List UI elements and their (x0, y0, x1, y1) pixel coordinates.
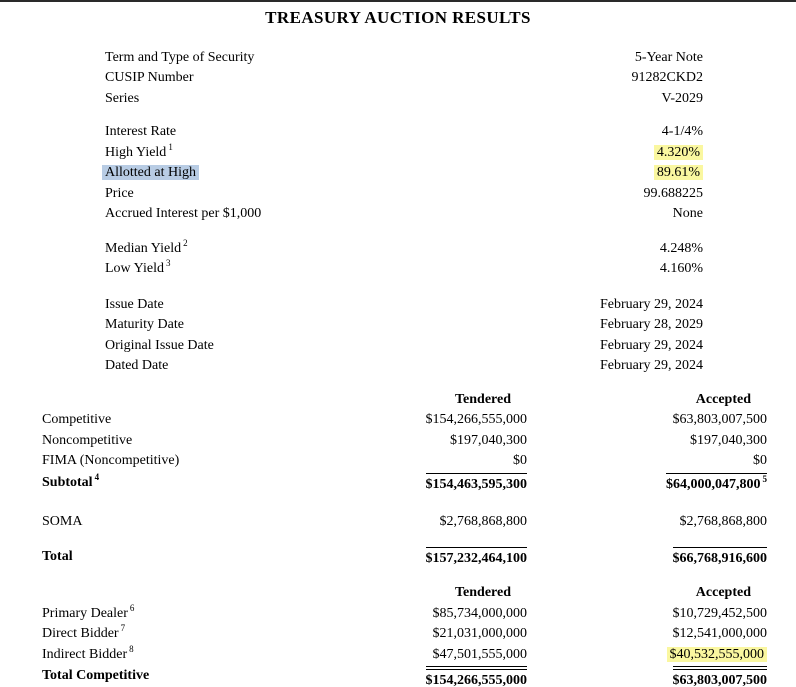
field-value: February 28, 2029 (599, 317, 703, 332)
row-allotted-at-high (105, 163, 703, 184)
field-value: 4-1/4% (661, 124, 703, 139)
row-competitive (42, 410, 767, 431)
footnote-marker: 4 (94, 471, 100, 482)
tendered-value: $197,040,300 (450, 432, 527, 448)
field-value (654, 143, 703, 164)
field-label: Accrued Interest per $1,000 (105, 206, 262, 221)
field-label: Dated Date (105, 358, 169, 373)
rates-section (0, 122, 796, 225)
field-label: Median Yield $^2$ (105, 237, 188, 256)
dates-section (0, 295, 796, 377)
row-label: Total (42, 548, 73, 564)
row-fima (42, 451, 767, 472)
field-value: None (672, 206, 703, 221)
footnote-marker: 8 (129, 643, 134, 654)
row-direct-bidder (42, 624, 767, 645)
highlighted-accepted-value: $40,532,555,000 (667, 647, 768, 662)
tendered-value: $21,031,000,000 (432, 626, 527, 641)
row-soma (42, 512, 767, 533)
table-header-row (42, 583, 767, 604)
accepted-value: $64,000,047,800 $^5$ (666, 473, 767, 496)
tendered-value: $154,266,555,000 (425, 412, 527, 427)
selected-label: Allotted at High (102, 165, 199, 180)
row-median-yield (105, 239, 703, 260)
footnote-marker: 2 (183, 237, 188, 248)
bidder-table (42, 583, 767, 687)
field-value (654, 163, 703, 184)
row-label: Subtotal $^4$ (42, 471, 100, 490)
footnote-marker: 6 (129, 602, 135, 613)
tendered-value: $85,734,000,000 (432, 605, 527, 621)
row-subtotal (42, 473, 767, 496)
field-value: 4.160% (659, 261, 703, 276)
field-label: Series (105, 90, 140, 106)
accepted-value: $12,541,000,000 (672, 626, 767, 641)
highlighted-value: 4.320% (654, 145, 703, 160)
row-total-competitive (42, 666, 767, 687)
row-interest-rate (105, 122, 703, 143)
column-header-accepted: Accepted (695, 585, 751, 600)
field-label: Original Issue Date (105, 337, 214, 353)
footnote-marker: 7 (120, 623, 126, 634)
field-value: V-2029 (661, 90, 703, 106)
accepted-value: $63,803,007,500 (673, 666, 768, 687)
field-value: 5-Year Note (634, 49, 703, 65)
field-value: February 29, 2024 (599, 337, 703, 353)
row-label: Noncompetitive (42, 432, 133, 448)
accepted-value: $66,768,916,600 (673, 547, 768, 570)
top-border-line (0, 0, 796, 2)
field-value: February 29, 2024 (599, 296, 703, 312)
row-indirect-bidder (42, 645, 767, 666)
column-header-tendered: Tendered (454, 391, 511, 407)
tendered-value: $154,266,555,000 (426, 666, 528, 687)
security-info-section (0, 48, 796, 110)
row-label: SOMA (42, 514, 83, 529)
row-price (105, 184, 703, 205)
footnote-marker: 1 (168, 141, 173, 152)
row-cusip (105, 68, 703, 89)
tendered-value: $0 (513, 453, 527, 468)
tendered-value: $47,501,555,000 (432, 646, 527, 662)
field-value: 4.248% (659, 240, 703, 256)
row-term-type (105, 48, 703, 69)
field-label: Interest Rate (105, 124, 177, 139)
tendered-value: $157,232,464,100 (426, 547, 528, 570)
field-label: Issue Date (105, 296, 164, 312)
tender-table (42, 390, 767, 570)
accepted-value: $10,729,452,500 (672, 605, 767, 621)
row-total (42, 547, 767, 570)
accepted-value: $63,803,007,500 (672, 412, 767, 427)
row-original-issue-date (105, 336, 703, 357)
row-high-yield (105, 143, 703, 164)
row-label: Competitive (42, 412, 112, 427)
field-value: 99.688225 (643, 185, 703, 201)
page-title: TREASURY AUCTION RESULTS (265, 8, 531, 27)
row-label: FIMA (Noncompetitive) (42, 453, 180, 468)
row-label: Primary Dealer $^6$ (42, 602, 135, 621)
field-label: Price (105, 185, 134, 201)
accepted-value: $0 (753, 453, 767, 468)
column-header-accepted: Accepted (695, 391, 751, 407)
field-value: February 29, 2024 (599, 358, 703, 373)
highlighted-value: 89.61% (654, 165, 703, 180)
field-label: Term and Type of Security (105, 49, 255, 65)
footnote-marker: 5 (762, 473, 767, 484)
row-series (105, 89, 703, 110)
field-label: CUSIP Number (105, 70, 194, 85)
row-label: Direct Bidder $^7$ (42, 623, 126, 641)
field-value: 91282CKD2 (631, 70, 703, 85)
row-issue-date (105, 295, 703, 316)
row-dated-date (105, 356, 703, 377)
column-header-tendered: Tendered (454, 585, 511, 600)
row-accrued-interest (105, 204, 703, 225)
row-maturity-date (105, 315, 703, 336)
tendered-value: $2,768,868,800 (439, 514, 527, 529)
yields-section (0, 239, 796, 280)
row-low-yield (105, 259, 703, 280)
table-header-row (42, 390, 767, 411)
row-label: Total Competitive (42, 668, 150, 683)
field-label: High Yield $^1$ (105, 141, 173, 160)
accepted-value: $2,768,868,800 (679, 514, 767, 529)
row-label: Indirect Bidder $^8$ (42, 643, 134, 662)
field-label: Low Yield $^3$ (105, 258, 171, 276)
tendered-value: $154,463,595,300 (426, 473, 528, 496)
row-noncompetitive (42, 431, 767, 452)
field-label (105, 163, 199, 184)
field-label: Maturity Date (105, 317, 184, 332)
accepted-value: $197,040,300 (690, 432, 767, 448)
row-primary-dealer (42, 604, 767, 625)
footnote-marker: 3 (165, 258, 171, 269)
